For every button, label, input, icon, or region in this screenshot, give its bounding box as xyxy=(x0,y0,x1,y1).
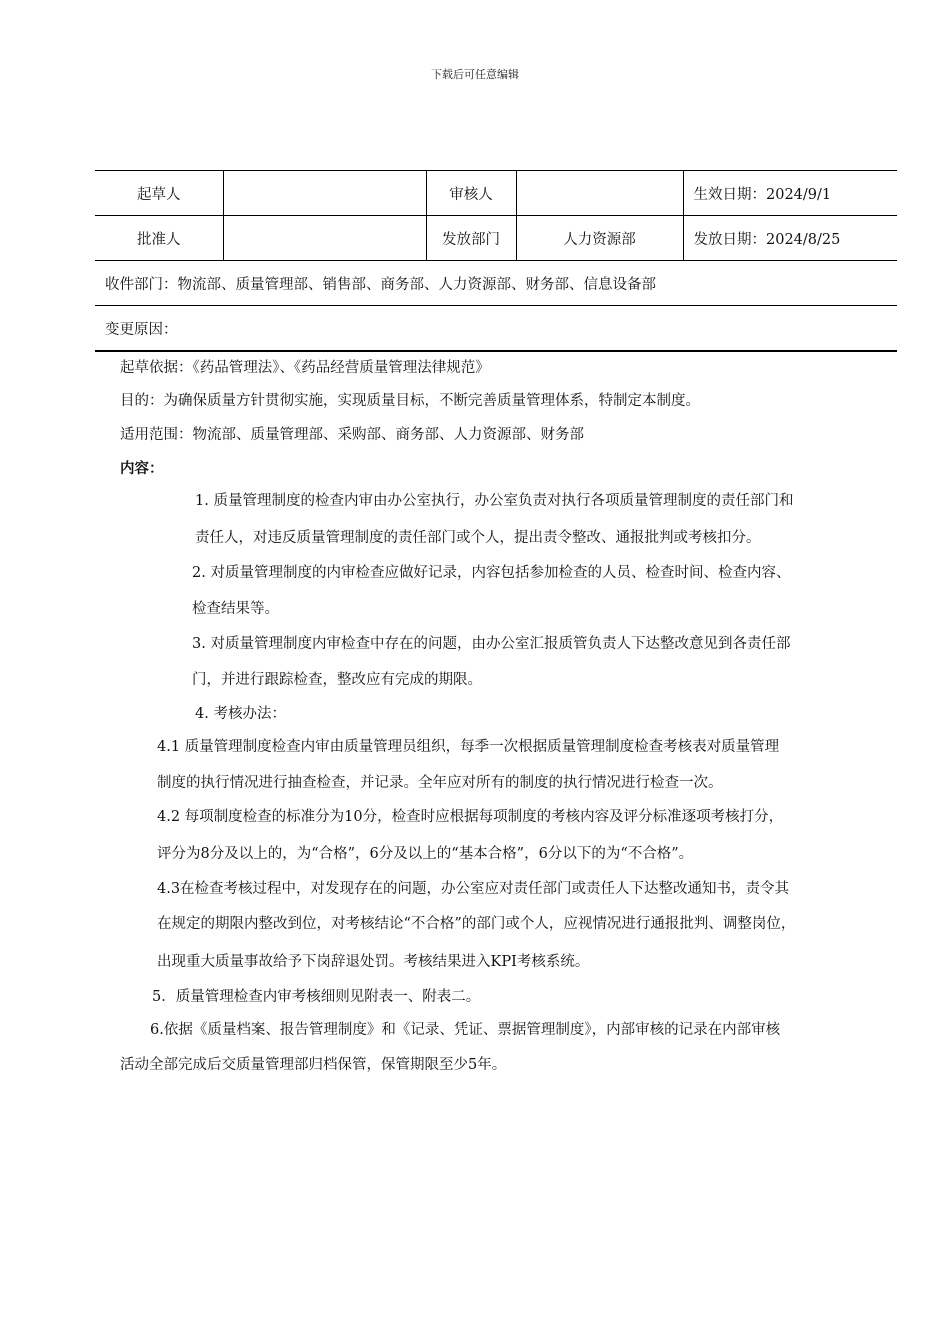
issuer-dept-label: 发放部门 xyxy=(426,216,516,261)
drafter-value xyxy=(223,171,426,216)
content-line: 4.1 质量管理制度检查内审由质量管理员组织，每季一次根据质量管理制度检查考核表对质量管理 xyxy=(157,739,780,755)
content-line: 3. 对质量管理制度内审检查中存在的问题，由办公室汇报质管负责人下达整改意见到各责任部 xyxy=(192,636,791,652)
content-line: 4.3在检查考核过程中，对发现存在的问题，办公室应对责任部门或责任人下达整改通知书，责令其 xyxy=(157,881,790,897)
effective-date: 生效日期：2024/9/1 xyxy=(683,171,897,216)
change-reason: 变更原因： xyxy=(95,306,897,352)
meta-row-2 xyxy=(95,216,897,261)
content-line: 4. 考核办法： xyxy=(195,706,286,722)
recipients: 收件部门：物流部、质量管理部、销售部、商务部、人力资源部、财务部、信息设备部 xyxy=(95,261,897,306)
content-line: 5．质量管理检查内审考核细则见附表一、附表二。 xyxy=(152,989,481,1005)
content-line: 在规定的期限内整改到位，对考核结论“不合格”的部门或个人，应视情况进行通报批判、调整岗位， xyxy=(157,916,796,932)
approver-label: 批准人 xyxy=(95,216,223,261)
content-heading: 内容： xyxy=(120,460,164,477)
content-line: 6.依据《质量档案、报告管理制度》和《记录、凭证、票据管理制度》，内部审核的记录在内部审核 xyxy=(150,1022,781,1038)
approver-value xyxy=(223,216,426,261)
content-line: 4.2 每项制度检查的标准分为10分，检查时应根据每项制度的考核内容及评分标准逐项考核打分， xyxy=(157,809,784,825)
content-line: 门，并进行跟踪检查，整改应有完成的期限。 xyxy=(192,672,482,688)
drafter-label: 起草人 xyxy=(95,171,223,216)
content-line: 检查结果等。 xyxy=(192,601,279,617)
reviewer-value xyxy=(516,171,683,216)
basis-line: 起草依据：《药品管理法》、《药品经营质量管理法律规范》 xyxy=(120,360,490,376)
content-line: 2. 对质量管理制度的内审检查应做好记录，内容包括参加检查的人员、检查时间、检查内容、 xyxy=(192,565,791,581)
meta-row-1 xyxy=(95,171,897,216)
reviewer-label: 审核人 xyxy=(426,171,516,216)
meta-row-3 xyxy=(95,261,897,306)
issuer-dept-value: 人力资源部 xyxy=(516,216,683,261)
download-note: 下载后可任意编辑 xyxy=(431,68,519,81)
content-line: 制度的执行情况进行抽查检查，并记录。全年应对所有的制度的执行情况进行检查一次。 xyxy=(157,775,723,791)
scope-line: 适用范围：物流部、质量管理部、采购部、商务部、人力资源部、财务部 xyxy=(120,427,584,443)
meta-row-4 xyxy=(95,306,897,352)
content-line: 责任人，对违反质量管理制度的责任部门或个人，提出责令整改、通报批判或考核扣分。 xyxy=(195,530,761,546)
document-meta-table xyxy=(95,170,897,352)
content-line: 1. 质量管理制度的检查内审由办公室执行，办公室负责对执行各项质量管理制度的责任部门和 xyxy=(195,493,794,509)
content-line: 活动全部完成后交质量管理部归档保管，保管期限至少5年。 xyxy=(120,1057,507,1073)
content-line: 出现重大质量事故给予下岗辞退处罚。考核结果进入KPI考核系统。 xyxy=(157,954,590,970)
content-line: 评分为8分及以上的，为“合格”，6分及以上的“基本合格”，6分以下的为“不合格”。 xyxy=(157,846,694,862)
purpose-line: 目的：为确保质量方针贯彻实施，实现质量目标，不断完善质量管理体系，特制定本制度。 xyxy=(120,393,700,409)
issue-date: 发放日期：2024/8/25 xyxy=(683,216,897,261)
